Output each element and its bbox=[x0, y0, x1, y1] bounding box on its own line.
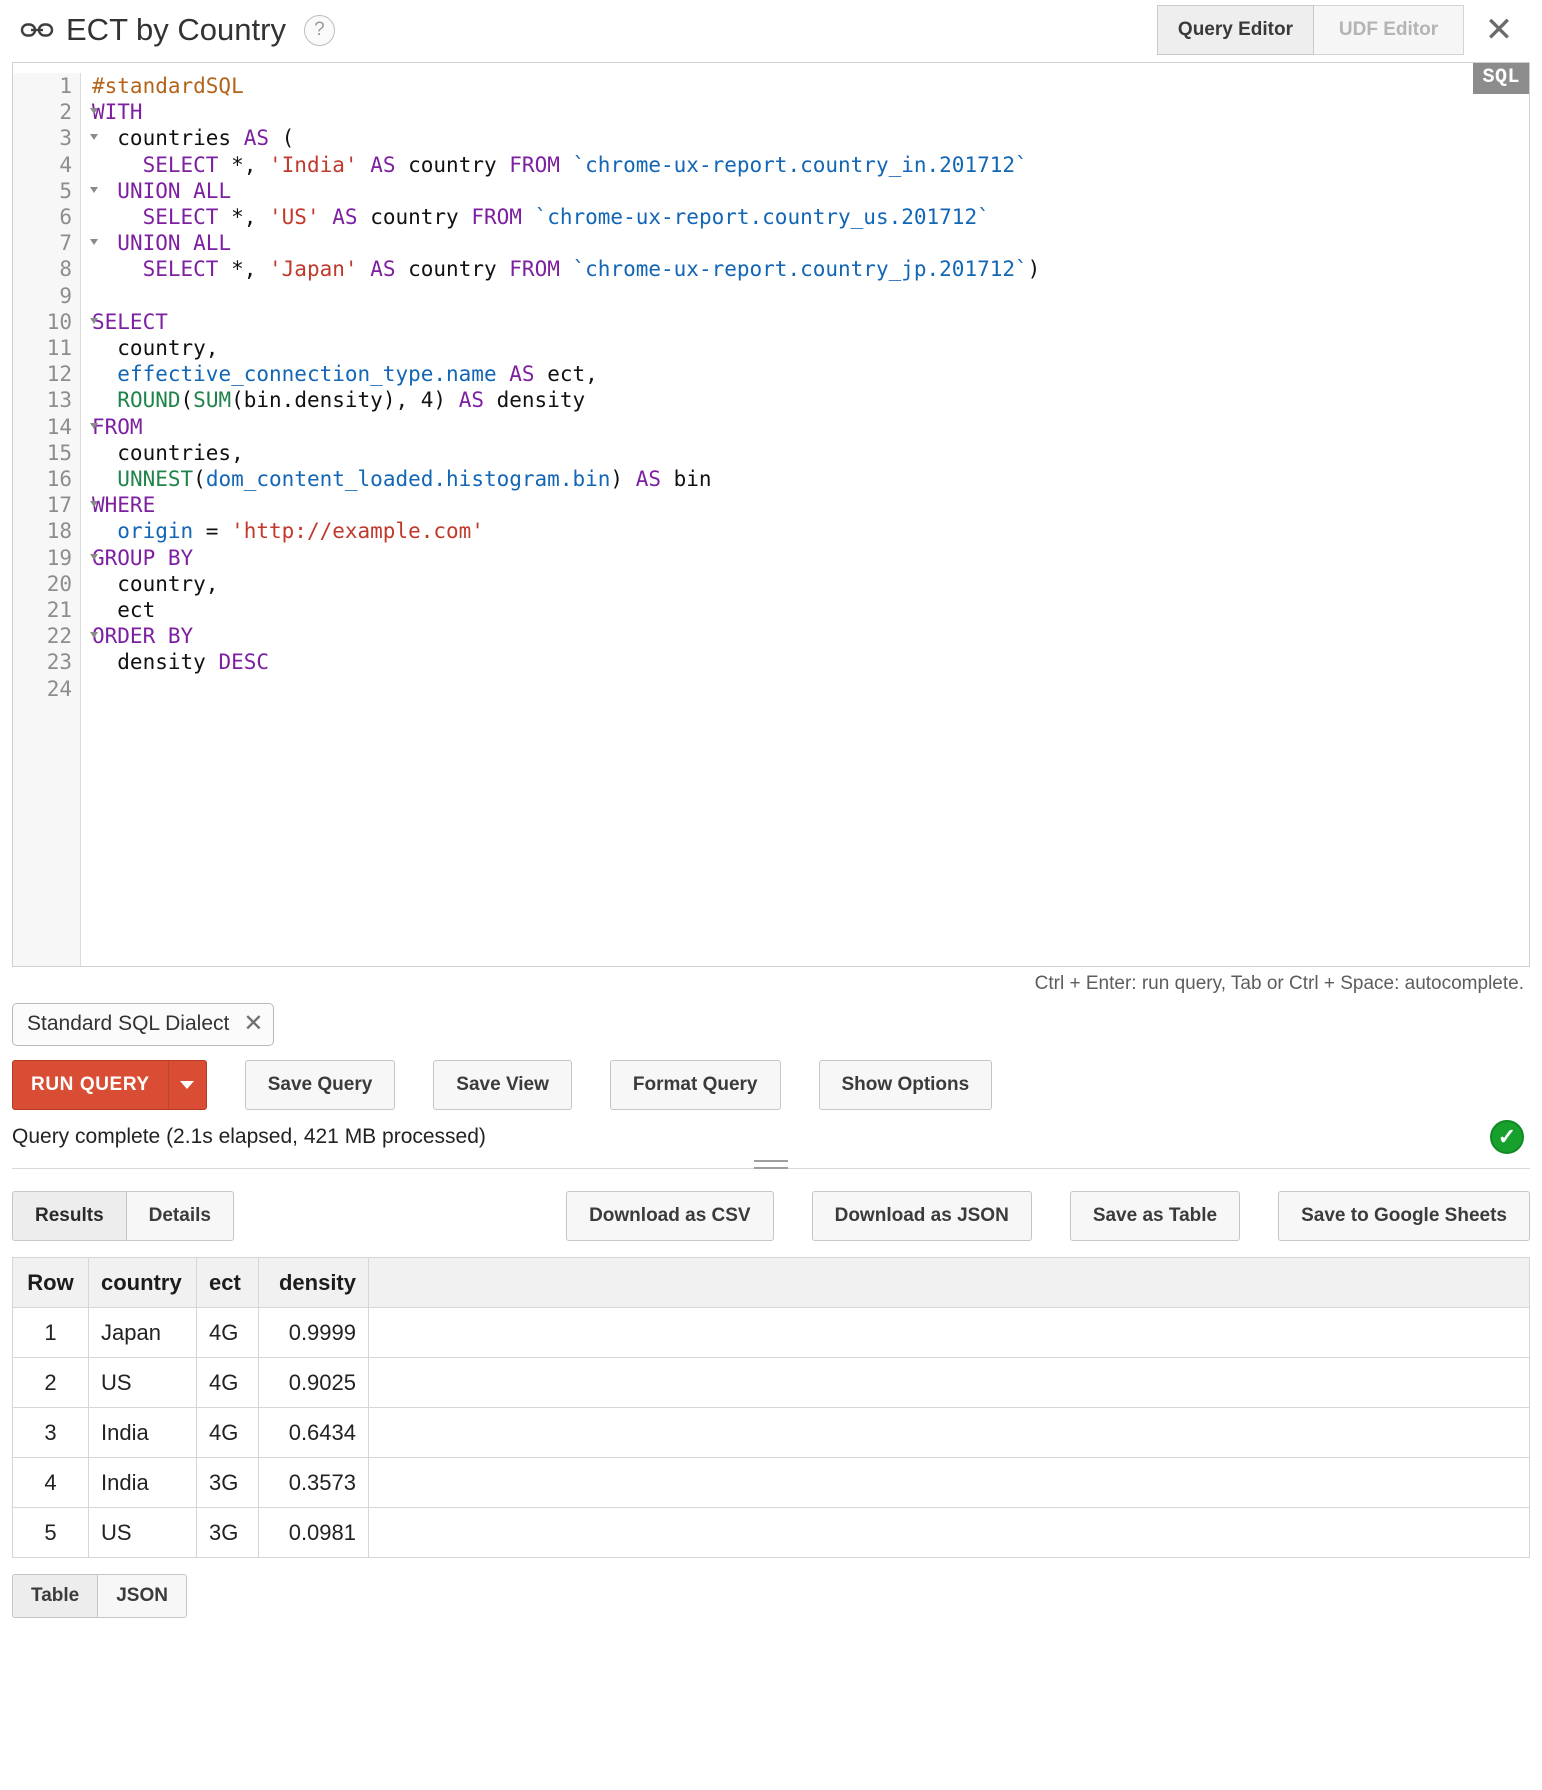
code-token: ( bbox=[193, 467, 206, 492]
code-token: ect, bbox=[534, 362, 598, 387]
code-line bbox=[92, 230, 1529, 256]
code-line bbox=[92, 125, 1529, 151]
code-token: #standardSQL bbox=[92, 74, 244, 98]
run-query-label: RUN QUERY bbox=[31, 1074, 150, 1095]
results-view-tabs bbox=[12, 1191, 234, 1241]
code-token: ect bbox=[92, 598, 156, 623]
code-token: density bbox=[483, 388, 586, 413]
cell-row: 1 bbox=[13, 1308, 89, 1358]
line-number: 22 bbox=[13, 623, 80, 649]
cell-ect: 3G bbox=[197, 1508, 259, 1558]
dialect-row bbox=[0, 995, 1542, 1046]
line-number: 3 bbox=[13, 125, 80, 151]
code-token bbox=[522, 205, 535, 229]
cell-density: 0.0981 bbox=[259, 1508, 369, 1558]
code-token: 'Japan' bbox=[269, 257, 358, 282]
chevron-down-icon[interactable] bbox=[168, 1061, 206, 1109]
code-token: `chrome-ux-report.country_us.201712` bbox=[534, 205, 990, 230]
code-token: DESC bbox=[218, 650, 270, 675]
cell-density: 0.9025 bbox=[259, 1358, 369, 1408]
code-token: AS bbox=[635, 467, 661, 492]
cell-country: Japan bbox=[89, 1308, 197, 1358]
code-token: SELECT bbox=[142, 152, 219, 177]
code-token: UNION ALL bbox=[117, 178, 232, 203]
code-token: ( bbox=[180, 388, 194, 413]
code-token: bin bbox=[660, 467, 712, 492]
code-token: ) bbox=[1027, 257, 1041, 282]
results-table-wrap bbox=[0, 1241, 1542, 1558]
code-line bbox=[92, 597, 1529, 623]
code-line bbox=[92, 73, 1529, 99]
editor-hint-text: Ctrl + Enter: run query, Tab or Ctrl + Space: autocomplete. bbox=[1034, 973, 1524, 994]
code-token: country bbox=[357, 205, 472, 230]
code-line bbox=[92, 623, 1529, 649]
line-number: 15 bbox=[46, 440, 72, 465]
code-token: countries, bbox=[92, 440, 244, 465]
code-line bbox=[92, 361, 1529, 387]
editor-tab-group bbox=[1157, 5, 1464, 55]
code-token: AS bbox=[370, 152, 396, 177]
code-token: 'India' bbox=[269, 152, 358, 177]
line-number: 12 bbox=[46, 362, 72, 387]
line-number: 9 bbox=[59, 283, 72, 308]
results-format-tabs bbox=[0, 1558, 1542, 1636]
code-line bbox=[92, 649, 1529, 675]
code-token: AS bbox=[370, 257, 396, 282]
download-csv-button[interactable]: Download as CSV bbox=[566, 1191, 774, 1241]
column-header-filler bbox=[369, 1258, 1530, 1308]
code-token bbox=[92, 388, 117, 412]
line-number: 8 bbox=[59, 257, 72, 282]
code-token: UNNEST bbox=[117, 467, 194, 492]
format-query-button[interactable]: Format Query bbox=[610, 1060, 781, 1110]
cell-filler bbox=[369, 1358, 1530, 1408]
cell-ect: 4G bbox=[197, 1308, 259, 1358]
code-token: country bbox=[395, 152, 510, 177]
code-token: *, bbox=[218, 205, 270, 230]
code-token bbox=[560, 257, 573, 281]
line-number: 16 bbox=[46, 467, 72, 492]
code-token bbox=[358, 257, 371, 281]
code-token bbox=[92, 362, 117, 386]
tab-details[interactable]: Details bbox=[127, 1191, 234, 1241]
cell-density: 0.6434 bbox=[259, 1408, 369, 1458]
code-token bbox=[92, 153, 143, 177]
save-query-button[interactable]: Save Query bbox=[245, 1060, 396, 1110]
help-icon[interactable]: ? bbox=[304, 15, 335, 46]
cell-ect: 4G bbox=[197, 1358, 259, 1408]
code-token: country, bbox=[92, 571, 219, 596]
table-row[interactable] bbox=[13, 1458, 1530, 1508]
code-line bbox=[92, 335, 1529, 361]
cell-filler bbox=[369, 1508, 1530, 1558]
cell-row: 5 bbox=[13, 1508, 89, 1558]
code-token: AS bbox=[243, 126, 270, 151]
code-token: FROM bbox=[509, 152, 560, 177]
table-header-row bbox=[13, 1258, 1530, 1308]
results-table bbox=[12, 1257, 1530, 1558]
code-line bbox=[92, 545, 1529, 571]
code-line bbox=[92, 283, 1529, 309]
dialect-chip[interactable] bbox=[12, 1003, 274, 1046]
fold-arrow-icon[interactable] bbox=[90, 423, 98, 429]
code-token: AS bbox=[332, 205, 358, 230]
code-token: FROM bbox=[471, 205, 522, 230]
line-number: 19 bbox=[13, 545, 80, 571]
sql-language-badge: SQL bbox=[1473, 63, 1529, 94]
code-token: SELECT bbox=[142, 205, 219, 230]
code-token: AS bbox=[458, 388, 484, 413]
tab-results[interactable]: Results bbox=[12, 1191, 127, 1241]
code-line bbox=[92, 492, 1529, 518]
success-check-icon: ✓ bbox=[1490, 1120, 1524, 1154]
code-token: ORDER BY bbox=[92, 624, 194, 649]
cell-filler bbox=[369, 1308, 1530, 1358]
tab-udf-editor[interactable]: UDF Editor bbox=[1314, 5, 1464, 55]
cell-density: 0.3573 bbox=[259, 1458, 369, 1508]
show-options-button[interactable]: Show Options bbox=[819, 1060, 993, 1110]
code-token: density bbox=[92, 650, 219, 675]
line-number-gutter bbox=[13, 73, 81, 966]
line-number: 13 bbox=[46, 388, 72, 413]
column-header-row[interactable]: Row bbox=[13, 1258, 89, 1308]
column-header-country[interactable]: country bbox=[89, 1258, 197, 1308]
line-number: 11 bbox=[46, 336, 72, 361]
code-line bbox=[92, 178, 1529, 204]
save-view-button[interactable]: Save View bbox=[433, 1060, 572, 1110]
link-icon[interactable] bbox=[20, 18, 54, 42]
line-number: 17 bbox=[13, 492, 80, 518]
fold-arrow-icon[interactable] bbox=[90, 187, 98, 193]
line-number: 20 bbox=[46, 571, 72, 596]
close-icon[interactable]: ✕ bbox=[1484, 11, 1514, 49]
run-query-button[interactable] bbox=[12, 1060, 207, 1110]
fold-arrow-icon[interactable] bbox=[90, 501, 98, 507]
results-toolbar bbox=[0, 1169, 1542, 1241]
cell-ect: 3G bbox=[197, 1458, 259, 1508]
code-token: UNION ALL bbox=[117, 231, 232, 256]
line-number: 23 bbox=[46, 650, 72, 675]
line-number: 10 bbox=[13, 309, 80, 335]
code-token bbox=[320, 205, 333, 229]
cell-row: 3 bbox=[13, 1408, 89, 1458]
line-number: 4 bbox=[59, 152, 72, 177]
code-line bbox=[92, 309, 1529, 335]
column-header-ect[interactable]: ect bbox=[197, 1258, 259, 1308]
code-line bbox=[92, 466, 1529, 492]
cell-row: 4 bbox=[13, 1458, 89, 1508]
code-token: 'http://example.com' bbox=[231, 519, 484, 544]
code-token: `chrome-ux-report.country_in.201712` bbox=[572, 152, 1028, 177]
code-token: dom_content_loaded.histogram.bin bbox=[205, 467, 611, 492]
table-row[interactable] bbox=[13, 1508, 1530, 1558]
page-header bbox=[0, 0, 1542, 62]
sql-editor[interactable] bbox=[12, 62, 1530, 967]
code-token: ) bbox=[610, 467, 636, 492]
cell-density: 0.9999 bbox=[259, 1308, 369, 1358]
line-number: 7 bbox=[13, 230, 80, 256]
code-line bbox=[92, 152, 1529, 178]
line-number: 18 bbox=[46, 519, 72, 544]
code-token: = bbox=[193, 519, 232, 544]
code-token: SELECT bbox=[92, 309, 168, 334]
line-number: 5 bbox=[13, 178, 80, 204]
code-line bbox=[92, 256, 1529, 282]
code-token: countries bbox=[92, 126, 244, 151]
code-token: FROM bbox=[509, 257, 560, 282]
code-token: FROM bbox=[92, 414, 143, 439]
fold-arrow-icon[interactable] bbox=[90, 108, 98, 114]
code-token: 'US' bbox=[269, 205, 320, 230]
code-token bbox=[92, 257, 143, 281]
query-status-text: Query complete (2.1s elapsed, 421 MB processed) bbox=[12, 1125, 486, 1148]
code-token: `chrome-ux-report.country_jp.201712` bbox=[572, 257, 1028, 282]
code-token: WITH bbox=[92, 100, 143, 125]
fold-arrow-icon[interactable] bbox=[90, 239, 98, 245]
table-row[interactable] bbox=[13, 1358, 1530, 1408]
code-token: *, bbox=[218, 257, 270, 282]
cell-country: US bbox=[89, 1358, 197, 1408]
code-token: GROUP BY bbox=[92, 545, 194, 570]
line-number: 2 bbox=[13, 99, 80, 125]
table-row[interactable] bbox=[13, 1408, 1530, 1458]
tab-table[interactable]: Table bbox=[12, 1574, 98, 1618]
tab-query-editor[interactable]: Query Editor bbox=[1157, 5, 1314, 55]
cell-country: India bbox=[89, 1408, 197, 1458]
code-token bbox=[560, 153, 573, 177]
fold-arrow-icon[interactable] bbox=[90, 134, 98, 140]
code-token: country, bbox=[92, 336, 219, 361]
cell-country: US bbox=[89, 1508, 197, 1558]
sql-code-text[interactable] bbox=[81, 73, 1529, 966]
code-line bbox=[92, 571, 1529, 597]
code-line bbox=[92, 676, 1529, 702]
code-token: ( bbox=[269, 126, 295, 151]
cell-row: 2 bbox=[13, 1358, 89, 1408]
editor-hint-row bbox=[0, 967, 1542, 995]
line-number: 1 bbox=[59, 74, 72, 98]
code-line bbox=[92, 440, 1529, 466]
code-line bbox=[92, 204, 1529, 230]
code-token: (bin.density), 4) bbox=[231, 388, 459, 413]
line-number: 14 bbox=[13, 414, 80, 440]
page-title: ECT by Country bbox=[66, 12, 286, 47]
drag-handle-icon[interactable] bbox=[754, 1160, 788, 1174]
fold-arrow-icon[interactable] bbox=[90, 632, 98, 638]
code-token: SELECT bbox=[142, 257, 219, 282]
fold-arrow-icon[interactable] bbox=[90, 318, 98, 324]
line-number: 6 bbox=[59, 205, 72, 230]
code-token: WHERE bbox=[92, 493, 156, 518]
code-line bbox=[92, 414, 1529, 440]
action-bar bbox=[0, 1046, 1542, 1110]
save-as-table-button[interactable]: Save as Table bbox=[1070, 1191, 1240, 1241]
code-token: origin bbox=[117, 519, 194, 544]
close-icon[interactable]: ✕ bbox=[243, 1010, 264, 1037]
dialect-chip-label: Standard SQL Dialect bbox=[27, 1012, 230, 1035]
code-token: country bbox=[395, 257, 510, 282]
results-export-buttons bbox=[528, 1191, 1530, 1241]
line-number: 24 bbox=[46, 676, 72, 701]
fold-arrow-icon[interactable] bbox=[90, 554, 98, 560]
code-token: AS bbox=[509, 362, 535, 387]
code-token: effective_connection_type.name bbox=[117, 362, 497, 387]
code-line bbox=[92, 387, 1529, 413]
code-token: *, bbox=[218, 152, 270, 177]
table-row[interactable] bbox=[13, 1308, 1530, 1358]
code-token bbox=[497, 362, 510, 386]
code-token: ROUND bbox=[117, 388, 181, 413]
results-table-body bbox=[13, 1308, 1530, 1558]
code-token bbox=[92, 467, 117, 491]
line-number: 21 bbox=[46, 598, 72, 623]
cell-ect: 4G bbox=[197, 1408, 259, 1458]
tab-json[interactable]: JSON bbox=[98, 1574, 187, 1618]
code-token bbox=[92, 205, 143, 229]
code-line bbox=[92, 99, 1529, 125]
cell-filler bbox=[369, 1458, 1530, 1508]
panel-splitter[interactable] bbox=[0, 1154, 1542, 1169]
download-json-button[interactable]: Download as JSON bbox=[812, 1191, 1032, 1241]
query-status-row bbox=[0, 1110, 1542, 1154]
code-area[interactable] bbox=[13, 63, 1529, 966]
column-header-density[interactable]: density bbox=[259, 1258, 369, 1308]
code-token bbox=[358, 153, 371, 177]
code-token bbox=[92, 519, 117, 543]
save-to-google-sheets-button[interactable]: Save to Google Sheets bbox=[1278, 1191, 1530, 1241]
code-token: SUM bbox=[193, 388, 232, 413]
code-line bbox=[92, 518, 1529, 544]
cell-filler bbox=[369, 1408, 1530, 1458]
cell-country: India bbox=[89, 1458, 197, 1508]
